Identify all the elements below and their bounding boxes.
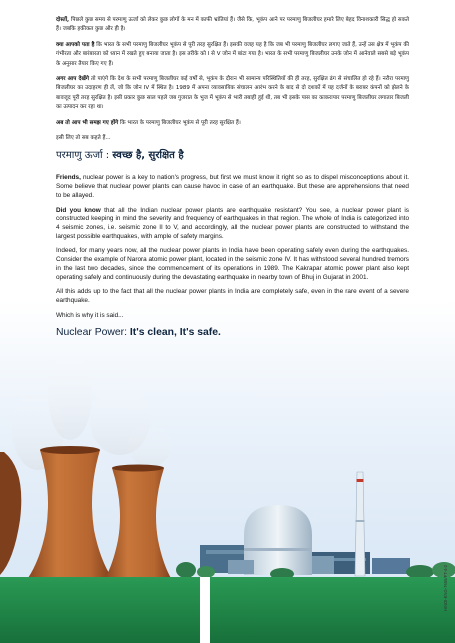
hindi-lead: क्या आपको पता है — [56, 41, 95, 48]
english-text: that all the Indian nuclear power plants are earthquake resistant? You see, a nuclear power plant is constructed keeping in mind the severity and frequency of earthquakes in that region. The whole of India is categorized into 4 seismic zones, i.e. seismic zone II to V, and accordingly, all the nuclear power plants are constructed to withstand the largest possible earthquakes, with ample of safety margins. — [56, 206, 409, 240]
hindi-text: कि भारत के सभी परमाणु बिजलीघर भूकंप से पूरी तरह सुरक्षित हैं। इसकी वजह यह है कि जब भी परमाणु बिजलीघर लगाए जाते हैं, उन्हें उस क्षेत्र में भूकंप की गंभीरता और बारंबारता को ध्यान में रखते हुए बनाया जाता है। इस तरीके को I से V जोन में बांटा गया है। भारत के सभी परमाणु बिजलीघर उनके जोन में आनेवाले सबसे बड़े भूकंप के अनुसार तैयार किए गए हैं। — [56, 41, 409, 67]
english-lead: Did you know — [56, 206, 101, 214]
hindi-lead: अब तो आप भी समझ गए होंगे — [56, 119, 119, 126]
english-tail: Which is why it is said... — [56, 311, 124, 319]
hindi-section — [56, 16, 409, 162]
english-paragraph: All this adds up to the fact that all the nuclear power plants in India are completely safe, even in the rare event of a severe earthquake. — [56, 288, 409, 304]
text-column — [56, 16, 409, 339]
english-text: nuclear power is a key to nation's progress, but first we must know it right so as to dispel misconceptions about it. Some believe that nuclear power plants can cause havoc in case of an earthquake. But these are apprehensions that need to be allayed. — [56, 174, 409, 199]
english-paragraph — [56, 207, 409, 242]
hindi-lead: अगर आप देखेंगे — [56, 76, 90, 83]
english-headline — [56, 326, 409, 339]
hindi-paragraph — [56, 119, 409, 128]
hindi-text: तो पाएंगे कि देश के सभी परमाणु बिजलीघर कई वर्षों से, भूकंप के दौरान भी सामान्य परिस्थितियों की ही तरह, सुरक्षित ढंग से संचालित हो रहे हैं। नरौरा परमाणु बिजलीघर का उदाहरण ही लें, जो कि जोन IV में स्थित है। 1989 में अपना व्यावसायिक संचालन आरंभ करने के बाद से दो दशकों में यह दर्जनों के बराबर कंपनों को झेलने के बावजूद पूरी तरह सुरक्षित है। इसी प्रकार कुछ साल पहले जब गुजरात के भुज में भूकंप से भारी तबाही हुई थी, तब भी इसके पास का काकरापार परमाणु बिजलीघर लगातार बिजली का उत्पादन कर रहा था। — [56, 76, 410, 111]
hindi-paragraph — [56, 16, 409, 35]
chimney-illustration — [355, 472, 365, 576]
english-section — [56, 174, 409, 339]
hindi-paragraph — [56, 41, 409, 69]
english-headline-plain: Nuclear Power: — [56, 327, 130, 339]
hindi-tail: इसी लिए तो सब कहते हैं... — [56, 135, 111, 142]
english-paragraph: Indeed, for many years now, all the nuclear power plants in India have been operating safely even during the earthquakes. Consider the example of Narora atomic power plant, located in the seismic zone IV. It has withstood several hundred tremors in the last two decades, since the commencement of its operations in 1989. The Kakrapar atomic power plant also kept operating safely and continuously during the devastating earthquake in nearby town of Bhuj in Gujarat in 2001. — [56, 247, 409, 281]
side-code: HINDI-ENG-7655/FT-4-2 — [443, 565, 448, 612]
hindi-headline-plain: परमाणु ऊर्जा : — [56, 150, 113, 162]
hindi-headline — [56, 149, 409, 162]
hindi-text: कि भारत के परमाणु बिजलीघर भूकंप से पूरी तरह सुरक्षित हैं। — [119, 119, 241, 126]
hindi-headline-strong: स्वच्छ है, सुरक्षित है — [112, 150, 184, 162]
grass-ground — [0, 577, 455, 643]
hindi-paragraph — [56, 75, 409, 113]
road-illustration — [200, 577, 210, 643]
english-headline-strong: It's clean, It's safe. — [129, 327, 221, 339]
hindi-lead: दोस्तों, — [56, 17, 70, 23]
hindi-text: पिछले कुछ समय से परमाणु ऊर्जा को लेकर कुछ लोगों के मन में काफी भ्रांतियां हैं। जैसे कि, भूकंप आने पर परमाणु बिजलीघर हमारे लिए बेहद विनाशकारी सिद्ध हो सकते हैं। जबकि हकीकत कुछ और ही है। — [56, 17, 409, 33]
english-lead: Friends, — [56, 174, 81, 182]
english-paragraph — [56, 174, 409, 200]
reactor-dome-illustration — [228, 505, 334, 575]
cooling-towers-illustration — [0, 446, 172, 580]
